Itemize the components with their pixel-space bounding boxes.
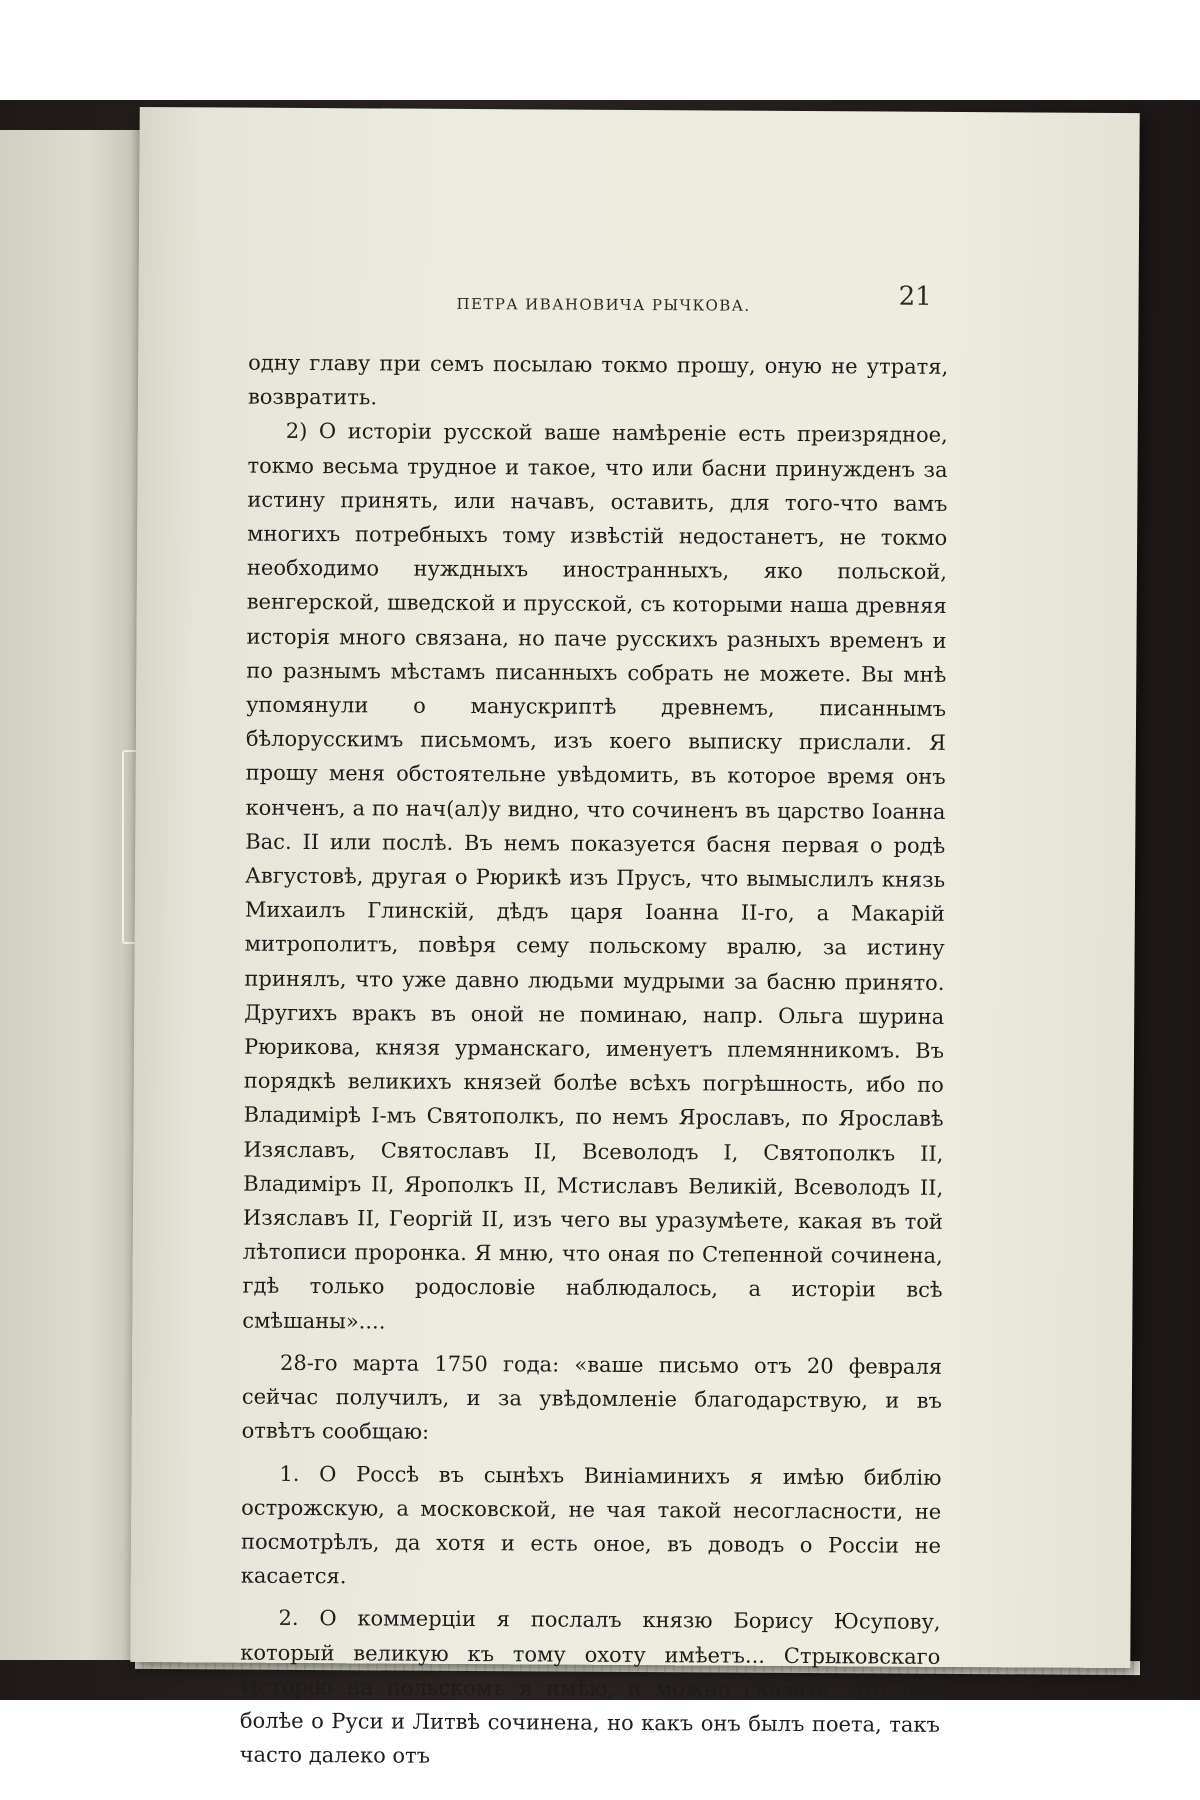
paragraph: 2. О коммерціи я послалъ князю Борису Юсупову, который великую къ тому охоту имѣетъ... Стрыковскаго Исторію на польскомъ я имѣю, и можно сказать, что она болѣе о Руси и Литвѣ сочинена, но какъ онъ былъ поета, такъ часто далеко отъ xyxy=(239,1606,941,1768)
running-head: ПЕТРА ИВАНОВИЧА РЫЧКОВА. xyxy=(456,294,751,315)
book-photo xyxy=(0,100,1200,1768)
paragraph: 1. О Россѣ въ сынѣхъ Виніаминихъ я имѣю библію острожскую, а московской, не чая такой несогласности, не посмотрѣлъ, да хотя и есть оное, въ доводъ о Россіи не касается. xyxy=(240,1461,942,1589)
paragraph: 28-го марта 1750 года: «ваше письмо отъ 20 февраля сейчас получилъ, и за увѣдомленіе благодарствую, и въ отвѣтъ сообщаю: xyxy=(241,1350,943,1445)
page-header xyxy=(138,277,1138,323)
right-page xyxy=(130,107,1139,1768)
paragraph: одну главу при семъ посылаю токмо прошу, оную не утратя, возвратить. xyxy=(247,350,949,410)
paragraph: 2) О исторіи русской ваше намѣреніе есть преизрядное, токмо весьма трудное и такое, что или басни принужденъ за истину принять, или начавъ, оставить, для того-что вамъ многихъ потребныхъ тому извѣстій недостанетъ, не токмо необходимо нуждныхъ иностранныхъ, яко польской, венгерской, шведской и прусской, съ которыми наша древняя исторія много связана, но паче русскихъ разныхъ временъ и по разнымъ мѣстамъ писанныхъ собрать не можете. Вы мнѣ упомянули о манускриптѣ древнемъ, писаннымъ бѣлорусскимъ письмомъ, изъ коего выписку прислали. Я прошу меня обстоятельне увѣдомить, въ которое время онъ конченъ, а по нач(ал)у видно, что сочиненъ въ царство Іоанна Вас. II или послѣ. Въ немъ показуется басня первая о родѣ Августовѣ, другая о Рюрикѣ изъ Прусъ, что вымыслилъ князь Михаилъ Глинскій, дѣдъ царя Іоанна II-го, а Макарій митрополитъ, повѣря сему польскому вралю, за истину принялъ, что уже давно людьми мудрыми за басню принято. Другихъ вракъ въ оной не поминаю, напр. Ольга шурина Рюрикова, князя урманскаго, именуетъ племянникомъ. Въ порядкѣ великихъ князей болѣе всѣхъ погрѣшность, ибо по Владимірѣ І-мъ Святополкъ, по немъ Ярославъ, по Ярославѣ Изяславъ, Святославъ II, Всеволодъ I, Святополкъ II, Владиміръ II, Ярополкъ II, Мстиславъ Великій, Всеволодъ II, Изяславъ II, Георгій II, изъ чего вы уразумѣете, какая въ той лѣтописи проронка. Я мню, что оная по Степенной сочинена, гдѣ только родословіе наблюдалось, а исторіи всѣ смѣшаны».... xyxy=(242,419,948,1334)
body-text xyxy=(240,346,949,1777)
page-number: 21 xyxy=(898,281,932,312)
